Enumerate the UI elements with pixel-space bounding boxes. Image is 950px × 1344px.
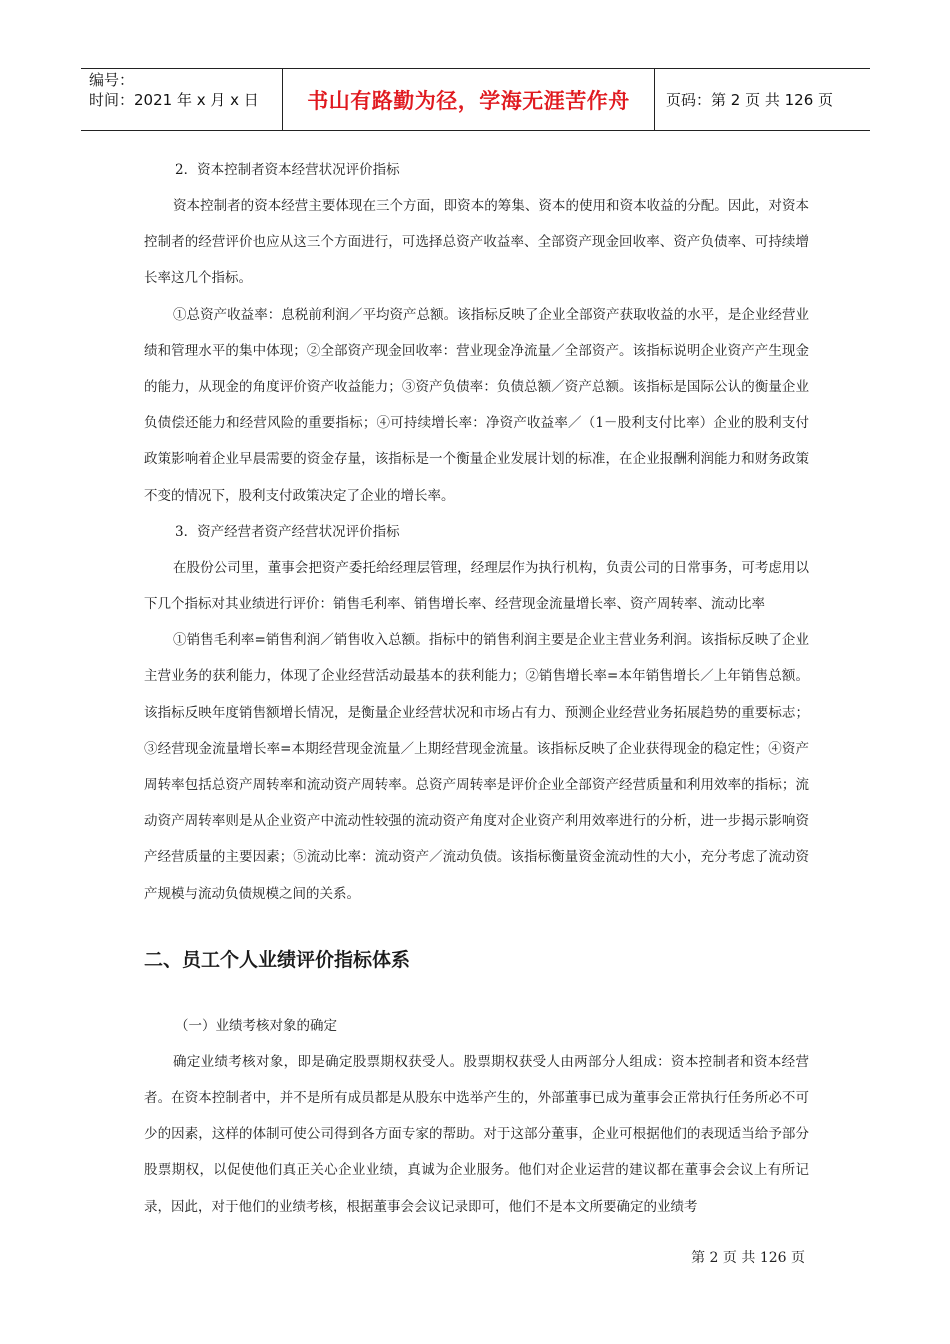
header-page-number: 页码：第 2 页 共 126 页	[666, 91, 834, 109]
section-2-title: 2．资本控制者资本经营状况评价指标	[175, 162, 400, 178]
header-table	[81, 68, 870, 131]
paragraph: ①销售毛利率=销售利润／销售收入总额。指标中的销售利润主要是企业主营业务利润。该指标反映了企业主营业务的获利能力，体现了企业经营活动最基本的获利能力；②销售增长率=本年销售增长／上年销售总额。该指标反映年度销售额增长情况，是衡量企业经营状况和市场占有力、预测企业经营业务拓展趋势的重要标志；③经营现金流量增长率=本期经营现金流量／上期经营现金流量。该指标反映了企业获得现金的稳定性；④资产周转率包括总资产周转率和流动资产周转率。总资产周转率是评价企业全部资产经营质量和利用效率的指标；流动资产周转率则是从企业资产中流动性较强的流动资产角度对企业资产利用效率进行的分析，进一步揭示影响资产经营质量的主要因素；⑤流动比率：流动资产／流动负债。该指标衡量资金流动性的大小，充分考虑了流动资产规模与流动负债规模之间的关系。	[144, 632, 809, 902]
section-3-title: 3．资产经营者资产经营状况评价指标	[175, 523, 400, 540]
subsection-title: （一）业绩考核对象的确定	[175, 1017, 337, 1034]
header-motto: 书山有路勤为径，学海无涯苦作舟	[282, 69, 655, 130]
document-time: 时间：2021 年 x 月 x 日	[89, 91, 259, 109]
paragraph: 确定业绩考核对象，即是确定股票期权获受人。股票期权获受人由两部分人组成：资本控制者和资本经营者。在资本控制者中，并不是所有成员都是从股东中选举产生的，外部董事已成为董事会正常执行任务所必不可少的因素，这样的体制可使公司得到各方面专家的帮助。对于这部分董事，企业可根据他们的表现适当给予部分股票期权，以促使他们真正关心企业业绩，真诚为企业服务。他们对企业运营的建议都在董事会会议上有所记录，因此，对于他们的业绩考核，根据董事会会议记录即可，他们不是本文所要确定的业绩考	[144, 1053, 809, 1215]
paragraph: ①总资产收益率：息税前利润／平均资产总额。该指标反映了企业全部资产获取收益的水平，是企业经营业绩和管理水平的集中体现；②全部资产现金回收率：营业现金净流量／全部资产。该指标说明企业资产产生现金的能力，从现金的角度评价资产收益能力；③资产负债率：负债总额／资产总额。该指标是国际公认的衡量企业负债偿还能力和经营风险的重要指标；④可持续增长率：净资产收益率／（1－股利支付比率）企业的股利支付政策影响着企业早晨需要的资金存量，该指标是一个衡量企业发展计划的标准，在企业报酬利润能力和财务政策不变的情况下，股利支付政策决定了企业的增长率。	[144, 306, 809, 504]
heading-employee-performance: 二、员工个人业绩评价指标体系	[144, 948, 411, 971]
document-number: 编号：	[89, 71, 135, 89]
paragraph: 资本控制者的资本经营主要体现在三个方面，即资本的筹集、资本的使用和资本收益的分配。因此，对资本控制者的经营评价也应从这三个方面进行，可选择总资产收益率、全部资产现金回收率、资产负债率、可持续增长率这几个指标。	[144, 198, 809, 287]
document-body	[144, 152, 809, 1225]
footer-page-number: 第 2 页 共 126 页	[691, 1250, 805, 1266]
header-meta-cell	[81, 69, 282, 130]
paragraph: 在股份公司里，董事会把资产委托给经理层管理，经理层作为执行机构，负责公司的日常事务，可考虑用以下几个指标对其业绩进行评价：销售毛利率、销售增长率、经营现金流量增长率、资产周转率、流动比率	[144, 559, 809, 613]
